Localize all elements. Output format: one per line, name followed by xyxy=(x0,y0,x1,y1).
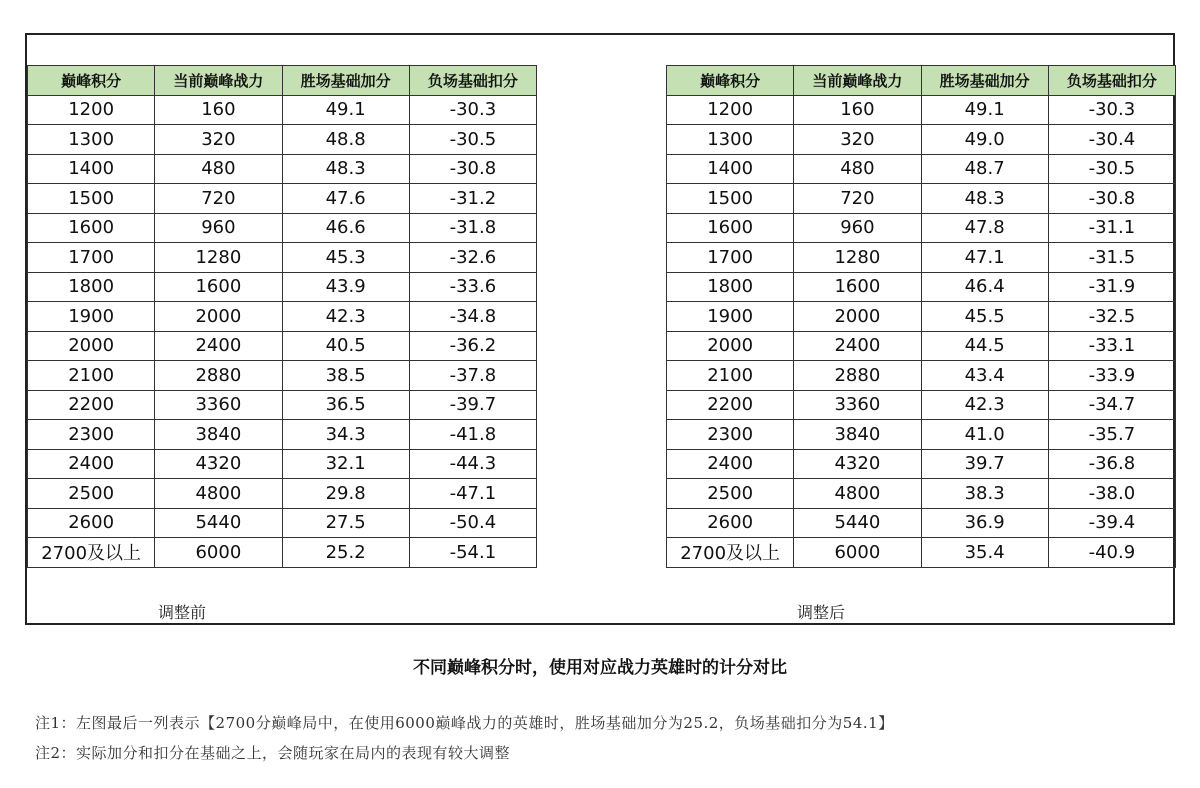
table-row xyxy=(28,302,537,332)
cell-loss-penalty: -34.7 xyxy=(1048,390,1175,420)
cell-win-bonus: 49.1 xyxy=(282,95,409,125)
cell-loss-penalty: -34.8 xyxy=(409,302,536,332)
cell-loss-penalty: -31.8 xyxy=(409,213,536,243)
cell-current-power: 1280 xyxy=(794,243,921,273)
cell-loss-penalty: -31.5 xyxy=(1048,243,1175,273)
cell-loss-penalty: -50.4 xyxy=(409,508,536,538)
cell-peak-score: 2300 xyxy=(28,420,155,450)
cell-peak-score: 2500 xyxy=(667,479,794,509)
cell-win-bonus: 48.3 xyxy=(282,154,409,184)
table-row xyxy=(667,302,1176,332)
cell-peak-score: 1900 xyxy=(28,302,155,332)
table-row xyxy=(667,420,1176,450)
cell-win-bonus: 48.3 xyxy=(921,184,1048,214)
cell-current-power: 4800 xyxy=(155,479,282,509)
cell-loss-penalty: -37.8 xyxy=(409,361,536,391)
cell-win-bonus: 46.6 xyxy=(282,213,409,243)
cell-win-bonus: 40.5 xyxy=(282,331,409,361)
cell-peak-score: 1200 xyxy=(28,95,155,125)
cell-win-bonus: 48.7 xyxy=(921,154,1048,184)
table-row xyxy=(667,331,1176,361)
cell-current-power: 5440 xyxy=(155,508,282,538)
cell-current-power: 160 xyxy=(794,95,921,125)
table-row xyxy=(28,95,537,125)
caption-after: 调整后 xyxy=(797,603,846,622)
table-row xyxy=(667,361,1176,391)
cell-peak-score: 2500 xyxy=(28,479,155,509)
cell-current-power: 2000 xyxy=(155,302,282,332)
cell-current-power: 3360 xyxy=(155,390,282,420)
table-row xyxy=(28,449,537,479)
header-peak-score: 巅峰积分 xyxy=(667,66,794,96)
cell-current-power: 4320 xyxy=(155,449,282,479)
cell-loss-penalty: -38.0 xyxy=(1048,479,1175,509)
cell-loss-penalty: -30.8 xyxy=(1048,184,1175,214)
score-table-before xyxy=(27,65,537,568)
cell-current-power: 720 xyxy=(794,184,921,214)
cell-current-power: 2880 xyxy=(794,361,921,391)
header-current-power: 当前巅峰战力 xyxy=(794,66,921,96)
table-row xyxy=(28,390,537,420)
table-row xyxy=(667,390,1176,420)
cell-peak-score: 2200 xyxy=(667,390,794,420)
cell-current-power: 720 xyxy=(155,184,282,214)
table-row xyxy=(667,213,1176,243)
cell-current-power: 3360 xyxy=(794,390,921,420)
figure-title: 不同巅峰积分时，使用对应战力英雄时的计分对比 xyxy=(413,658,787,678)
cell-peak-score: 2300 xyxy=(667,420,794,450)
table-row xyxy=(28,331,537,361)
cell-loss-penalty: -35.7 xyxy=(1048,420,1175,450)
caption-before: 调整前 xyxy=(158,603,207,622)
cell-current-power: 160 xyxy=(155,95,282,125)
cell-current-power: 1280 xyxy=(155,243,282,273)
table-row xyxy=(667,243,1176,273)
cell-loss-penalty: -33.9 xyxy=(1048,361,1175,391)
cell-loss-penalty: -30.3 xyxy=(1048,95,1175,125)
cell-loss-penalty: -33.6 xyxy=(409,272,536,302)
cell-loss-penalty: -54.1 xyxy=(409,538,536,568)
header-win-bonus: 胜场基础加分 xyxy=(282,66,409,96)
table-row xyxy=(28,272,537,302)
table-row xyxy=(667,479,1176,509)
cell-win-bonus: 34.3 xyxy=(282,420,409,450)
cell-win-bonus: 43.9 xyxy=(282,272,409,302)
cell-current-power: 960 xyxy=(155,213,282,243)
table-row xyxy=(667,449,1176,479)
cell-win-bonus: 47.8 xyxy=(921,213,1048,243)
cell-peak-score: 1700 xyxy=(667,243,794,273)
cell-peak-score: 2600 xyxy=(28,508,155,538)
cell-peak-score: 2600 xyxy=(667,508,794,538)
table-row xyxy=(28,184,537,214)
table-row xyxy=(667,508,1176,538)
cell-peak-score: 1500 xyxy=(28,184,155,214)
cell-peak-score: 2700及以上 xyxy=(667,538,794,568)
cell-win-bonus: 49.1 xyxy=(921,95,1048,125)
cell-loss-penalty: -30.3 xyxy=(409,95,536,125)
cell-win-bonus: 49.0 xyxy=(921,125,1048,155)
table-row xyxy=(28,420,537,450)
cell-loss-penalty: -31.9 xyxy=(1048,272,1175,302)
table-row xyxy=(28,154,537,184)
cell-current-power: 4800 xyxy=(794,479,921,509)
header-current-power: 当前巅峰战力 xyxy=(155,66,282,96)
cell-win-bonus: 47.6 xyxy=(282,184,409,214)
header-loss-penalty: 负场基础扣分 xyxy=(409,66,536,96)
cell-current-power: 480 xyxy=(155,154,282,184)
cell-current-power: 2000 xyxy=(794,302,921,332)
cell-peak-score: 1400 xyxy=(667,154,794,184)
cell-win-bonus: 38.5 xyxy=(282,361,409,391)
cell-peak-score: 2100 xyxy=(28,361,155,391)
cell-win-bonus: 32.1 xyxy=(282,449,409,479)
cell-win-bonus: 36.5 xyxy=(282,390,409,420)
cell-loss-penalty: -30.5 xyxy=(1048,154,1175,184)
table-row xyxy=(28,213,537,243)
cell-peak-score: 2700及以上 xyxy=(28,538,155,568)
cell-loss-penalty: -32.5 xyxy=(1048,302,1175,332)
cell-peak-score: 1600 xyxy=(28,213,155,243)
cell-peak-score: 1300 xyxy=(667,125,794,155)
table-row xyxy=(667,95,1176,125)
cell-current-power: 6000 xyxy=(155,538,282,568)
header-loss-penalty: 负场基础扣分 xyxy=(1048,66,1175,96)
cell-win-bonus: 42.3 xyxy=(282,302,409,332)
cell-peak-score: 1200 xyxy=(667,95,794,125)
header-peak-score: 巅峰积分 xyxy=(28,66,155,96)
cell-win-bonus: 39.7 xyxy=(921,449,1048,479)
cell-current-power: 6000 xyxy=(794,538,921,568)
cell-peak-score: 2100 xyxy=(667,361,794,391)
table-row xyxy=(28,508,537,538)
cell-current-power: 3840 xyxy=(794,420,921,450)
table-row xyxy=(28,243,537,273)
cell-win-bonus: 27.5 xyxy=(282,508,409,538)
cell-loss-penalty: -39.7 xyxy=(409,390,536,420)
cell-current-power: 2880 xyxy=(155,361,282,391)
cell-loss-penalty: -30.5 xyxy=(409,125,536,155)
cell-peak-score: 2000 xyxy=(667,331,794,361)
table-row xyxy=(28,125,537,155)
table-row xyxy=(28,479,537,509)
cell-peak-score: 1300 xyxy=(28,125,155,155)
cell-win-bonus: 47.1 xyxy=(921,243,1048,273)
cell-loss-penalty: -31.1 xyxy=(1048,213,1175,243)
cell-win-bonus: 35.4 xyxy=(921,538,1048,568)
table-row xyxy=(667,184,1176,214)
note-1: 注1：左图最后一列表示【2700分巅峰局中，在使用6000巅峰战力的英雄时，胜场基础加分为25.2，负场基础扣分为54.1】 xyxy=(35,714,894,732)
cell-loss-penalty: -30.8 xyxy=(409,154,536,184)
cell-win-bonus: 36.9 xyxy=(921,508,1048,538)
table-row xyxy=(667,125,1176,155)
cell-peak-score: 1900 xyxy=(667,302,794,332)
cell-win-bonus: 29.8 xyxy=(282,479,409,509)
cell-current-power: 480 xyxy=(794,154,921,184)
cell-peak-score: 1500 xyxy=(667,184,794,214)
cell-loss-penalty: -32.6 xyxy=(409,243,536,273)
cell-current-power: 2400 xyxy=(155,331,282,361)
cell-loss-penalty: -33.1 xyxy=(1048,331,1175,361)
table-row xyxy=(667,272,1176,302)
score-table-after xyxy=(666,65,1176,568)
note-2: 注2：实际加分和扣分在基础之上，会随玩家在局内的表现有较大调整 xyxy=(35,744,511,762)
cell-peak-score: 1600 xyxy=(667,213,794,243)
cell-peak-score: 2400 xyxy=(28,449,155,479)
cell-loss-penalty: -31.2 xyxy=(409,184,536,214)
cell-loss-penalty: -39.4 xyxy=(1048,508,1175,538)
cell-loss-penalty: -44.3 xyxy=(409,449,536,479)
cell-loss-penalty: -36.8 xyxy=(1048,449,1175,479)
cell-win-bonus: 25.2 xyxy=(282,538,409,568)
cell-loss-penalty: -36.2 xyxy=(409,331,536,361)
cell-current-power: 2400 xyxy=(794,331,921,361)
table-row xyxy=(667,154,1176,184)
cell-current-power: 960 xyxy=(794,213,921,243)
header-win-bonus: 胜场基础加分 xyxy=(921,66,1048,96)
cell-current-power: 320 xyxy=(155,125,282,155)
cell-win-bonus: 48.8 xyxy=(282,125,409,155)
cell-current-power: 4320 xyxy=(794,449,921,479)
cell-current-power: 1600 xyxy=(794,272,921,302)
cell-loss-penalty: -30.4 xyxy=(1048,125,1175,155)
table-header-row xyxy=(28,66,537,96)
cell-peak-score: 2400 xyxy=(667,449,794,479)
cell-loss-penalty: -47.1 xyxy=(409,479,536,509)
cell-win-bonus: 45.5 xyxy=(921,302,1048,332)
cell-current-power: 5440 xyxy=(794,508,921,538)
cell-loss-penalty: -40.9 xyxy=(1048,538,1175,568)
table-row xyxy=(28,538,537,568)
cell-peak-score: 2200 xyxy=(28,390,155,420)
table-row xyxy=(28,361,537,391)
cell-win-bonus: 46.4 xyxy=(921,272,1048,302)
cell-peak-score: 1800 xyxy=(667,272,794,302)
cell-win-bonus: 42.3 xyxy=(921,390,1048,420)
cell-win-bonus: 43.4 xyxy=(921,361,1048,391)
cell-win-bonus: 45.3 xyxy=(282,243,409,273)
cell-peak-score: 1400 xyxy=(28,154,155,184)
cell-win-bonus: 41.0 xyxy=(921,420,1048,450)
cell-win-bonus: 44.5 xyxy=(921,331,1048,361)
table-row xyxy=(667,538,1176,568)
cell-current-power: 1600 xyxy=(155,272,282,302)
cell-peak-score: 1800 xyxy=(28,272,155,302)
cell-peak-score: 2000 xyxy=(28,331,155,361)
table-header-row xyxy=(667,66,1176,96)
cell-win-bonus: 38.3 xyxy=(921,479,1048,509)
cell-current-power: 320 xyxy=(794,125,921,155)
cell-loss-penalty: -41.8 xyxy=(409,420,536,450)
cell-peak-score: 1700 xyxy=(28,243,155,273)
cell-current-power: 3840 xyxy=(155,420,282,450)
